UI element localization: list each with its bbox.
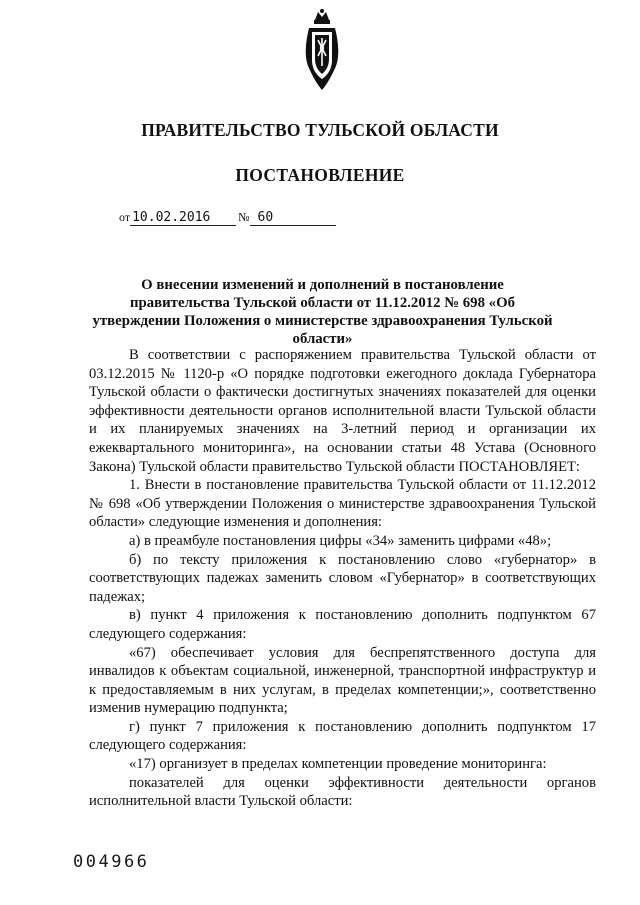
subitem-v-paragraph: в) пункт 4 приложения к постановлению дополнить подпунктом 67 следующего содержания: bbox=[89, 607, 596, 642]
number-label: № bbox=[238, 210, 250, 224]
indicators-paragraph: показателей для оценки эффективности деятельности органов исполнительной власти Тульской области: bbox=[89, 774, 596, 810]
quoted-subitem-17: «17) организует в пределах компетенции проведение мониторинга: bbox=[129, 756, 547, 773]
number-value: 60 bbox=[250, 210, 336, 226]
government-title: ПРАВИТЕЛЬСТВО ТУЛЬСКОЙ ОБЛАСТИ bbox=[141, 120, 499, 140]
serial-number: 004966 bbox=[73, 852, 150, 872]
document-heading: О внесении изменений и дополнений в постановление правительства Тульской области от 11.12.2012 № 698 «Об утверждении Положения о министерстве здравоохранения Тульской области» bbox=[92, 277, 553, 347]
subitem-g-paragraph: г) пункт 7 приложения к постановлению дополнить подпунктом 17 следующего содержания: bbox=[89, 718, 596, 754]
document-body bbox=[89, 346, 596, 811]
date-value: 10.02.2016 bbox=[130, 210, 236, 226]
document-type: ПОСТАНОВЛЕНИЕ bbox=[235, 165, 405, 185]
date-label: от bbox=[119, 210, 131, 224]
registration-line bbox=[119, 210, 336, 226]
coat-of-arms-icon bbox=[303, 8, 341, 92]
preamble-paragraph: В соответствии с распоряжением правительства Тульской области от 03.12.2015 № 1120-р «О порядке подготовки ежегодного доклада Губернатора Тульской области о фактически достигнутых значениях показателей для оценки эффективности деятельности органов исполнительной власти Тульской области и их планируемых значениях на 3-летний период и организации их ежеквартального мониторинга», на основании статьи 48 Устава (Основного Закона) Тульской области правительство Тульской области ПОСТАНОВЛЯЕТ: bbox=[89, 347, 596, 475]
subitem-b-paragraph: б) по тексту приложения к постановлению слово «губернатор» в соответствующих падежах заменить словом «Губернатор» в соответствующих падежах; bbox=[89, 551, 596, 605]
subitem-a-paragraph: а) в преамбуле постановления цифры «34» заменить цифрами «48»; bbox=[129, 532, 552, 549]
quoted-subitem-67: «67) обеспечивает условия для беспрепятственного доступа для инвалидов к объектам социальной, инженерной, транспортной инфраструктур и к предоставляемым в них услугам, в пределах компетенции;», соответственно изменив нумерацию подпункта; bbox=[89, 644, 596, 717]
item-1-paragraph: 1. Внести в постановление правительства Тульской области от 11.12.2012 № 698 «Об утверждении Положения о министерстве здравоохранения Тульской области» следующие изменения и дополнения: bbox=[89, 477, 596, 531]
